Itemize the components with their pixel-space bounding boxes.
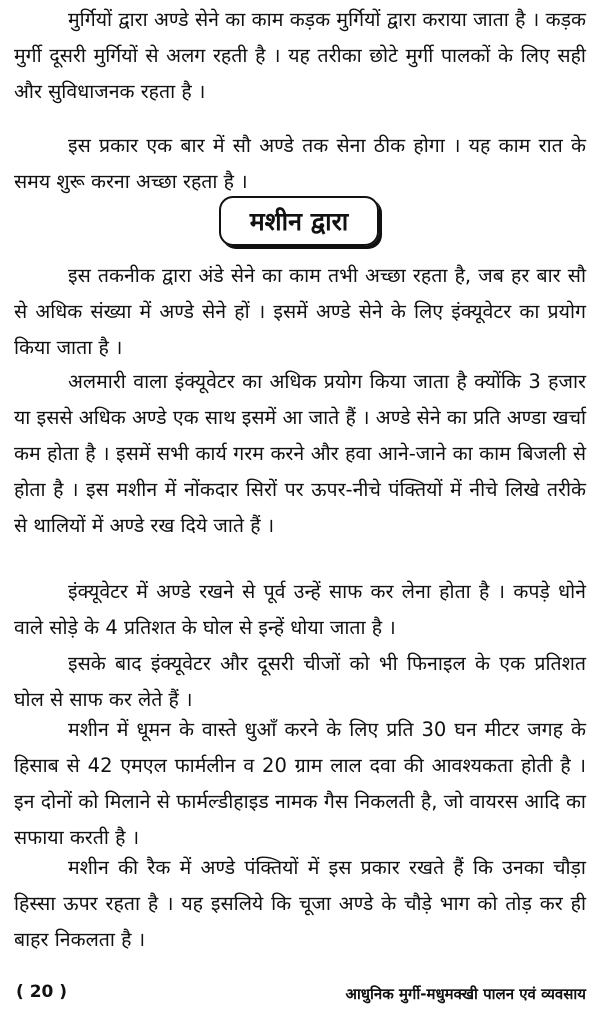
paragraph-machine-technique: इस तकनीक द्वारा अंडे सेने का काम तभी अच्छा रहता है, जब हर बार सौ से अधिक संख्या में अण्डे सेने हों । इसमें अण्डे सेने के लिए इंक्यूवेटर का प्रयोग किया जाता है । xyxy=(14,264,586,359)
paragraph-cleaning-eggs: इंक्यूवेटर में अण्डे रखने से पूर्व उन्हें साफ कर लेना होता है । कपड़े धोने वाले सोड़े के 4 प्रतिशत के घोल से इन्हें धोया जाता है । xyxy=(14,580,586,639)
paragraph-fumigation: मशीन में धूमन के वास्ते धुआँ करने के लिए प्रति 30 घन मीटर जगह के हिसाब से 42 एमएल फार्मलीन व 20 ग्राम लाल दवा की आवश्यकता होती है । इन दोनों को मिलाने से फार्मल्डीहाइड नामक गैस निकलती है, जो वायरस आदि का सफाया करती है । xyxy=(14,718,586,849)
page-number: ( 20 ) xyxy=(16,982,68,1002)
paragraph-hen-incubation: मुर्गियों द्वारा अण्डे सेने का काम कड़क मुर्गियों द्वारा कराया जाता है । कड़क मुर्गी दूसरी मुर्गियों से अलग रहती है । यह तरीका छोटे मुर्गी पालकों के लिए सही और सुविधाजनक रहता है । xyxy=(14,8,586,103)
paragraph-phenyl-cleaning: इसके बाद इंक्यूवेटर और दूसरी चीजों को भी फिनाइल के एक प्रतिशत घोल से साफ कर लेते हैं । xyxy=(14,652,586,711)
paragraph-cabinet-incubator: अलमारी वाला इंक्यूवेटर का अधिक प्रयोग किया जाता है क्योंकि 3 हजार या इससे अधिक अण्डे एक साथ इसमें आ जाते हैं । अण्डे सेने का प्रति अण्डा खर्चा कम होता है । इसमें सभी कार्य गरम करने और हवा आने-जाने का काम बिजली से होता है । इस मशीन में नोंकदार सिरों पर ऊपर-नीचे पंक्तियों में नीचे लिखे तरीके से थालियों में अण्डे रख दिये जाते हैं । xyxy=(14,370,586,537)
paragraph-hundred-eggs: इस प्रकार एक बार में सौ अण्डे तक सेना ठीक होगा । यह काम रात के समय शुरू करना अच्छा रहता है । xyxy=(14,134,586,193)
running-footer-title: आधुनिक मुर्गी-मधुमक्खी पालन एवं व्यवसाय xyxy=(345,985,586,1003)
paragraph-rack-placement: मशीन की रैक में अण्डे पंक्तियों में इस प्रकार रखते हैं कि उनका चौड़ा हिस्सा ऊपर रहता है । यह इसलिये कि चूजा अण्डे के चौड़े भाग को तोड़ कर ही बाहर निकलता है । xyxy=(14,856,586,951)
section-heading: मशीन द्वारा xyxy=(219,196,379,246)
